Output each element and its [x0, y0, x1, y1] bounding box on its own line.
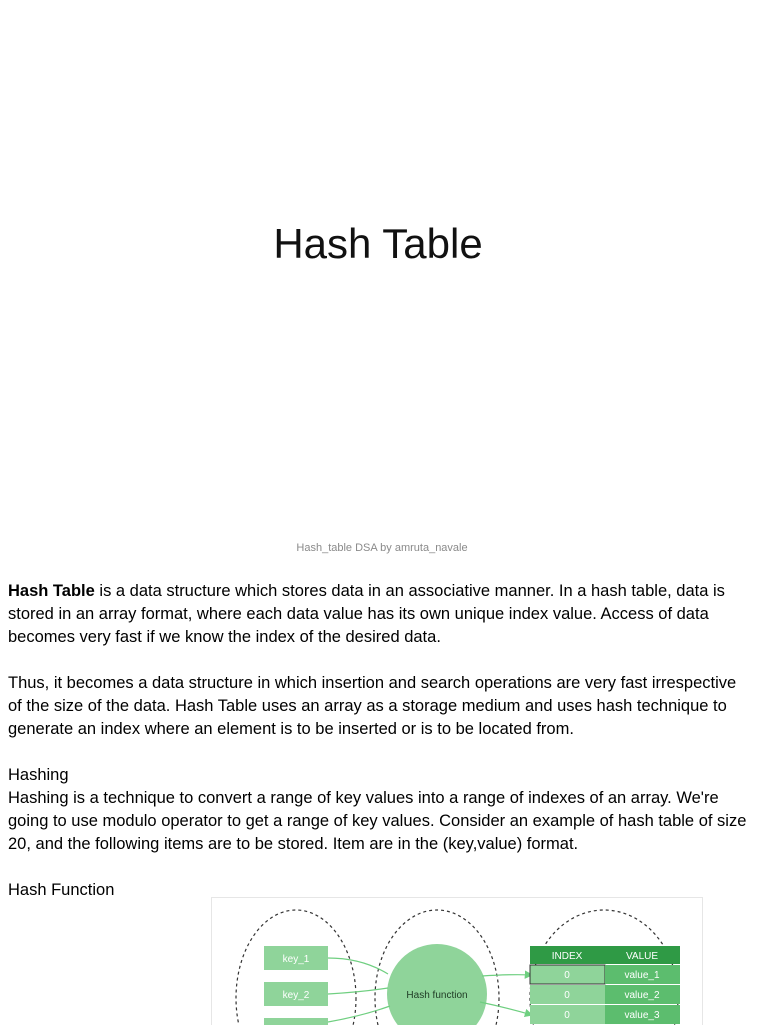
slide-title: Hash Table — [273, 220, 483, 267]
slide-footer: Hash_table DSA by amruta_navale — [296, 542, 468, 554]
hashing-paragraph: Hashing is a technique to convert a range of key values into a range of indexes of an array. We're going to use modulo operator to get a range of key values. Consider an example of hash table of size 20, and the following items are to be stored. Item are in the (key,value) format. — [8, 789, 747, 853]
body-text — [8, 580, 748, 902]
intro-bold-term: Hash Table — [8, 582, 95, 600]
intro-paragraph — [8, 580, 748, 649]
hash-diagram-svg — [212, 898, 702, 1025]
hashing-heading: Hashing — [8, 766, 69, 784]
row2-value: value_2 — [624, 990, 660, 1001]
hash-function-circle — [387, 944, 487, 1025]
table-header-value-label: VALUE — [625, 951, 659, 962]
row3-index: 0 — [564, 1010, 570, 1021]
hash-table-diagram — [211, 897, 703, 1025]
hash-function-label: Hash function — [406, 990, 468, 1001]
table-header-index-label: INDEX — [551, 951, 583, 962]
row3-value: value_3 — [624, 1010, 660, 1021]
key-label-1: key_1 — [282, 954, 310, 965]
row1-index: 0 — [564, 970, 570, 981]
intro-text: is a data structure which stores data in an associative manner. In a hash table, data is stored in an array format, where each data value has its own unique index value. Access of data becomes very fast if we know the index of the desired data. — [8, 582, 725, 646]
row1-value: value_1 — [624, 970, 660, 981]
arrow-function-to-row3 — [480, 1002, 532, 1015]
row2-index: 0 — [564, 990, 570, 1001]
arrow-key3-to-function — [328, 1006, 390, 1022]
second-paragraph: Thus, it becomes a data structure in which insertion and search operations are very fast irrespective of the size of the data. Hash Table uses an array as a storage medium and uses hash technique to generate an index where an element is to be inserted or is to be located from. — [8, 674, 737, 738]
hash-function-heading: Hash Function — [8, 881, 115, 899]
key-label-2: key_2 — [282, 990, 310, 1001]
arrow-key2-to-function — [328, 988, 388, 994]
arrow-function-to-row1 — [482, 975, 532, 976]
arrow-key1-to-function — [328, 958, 388, 974]
